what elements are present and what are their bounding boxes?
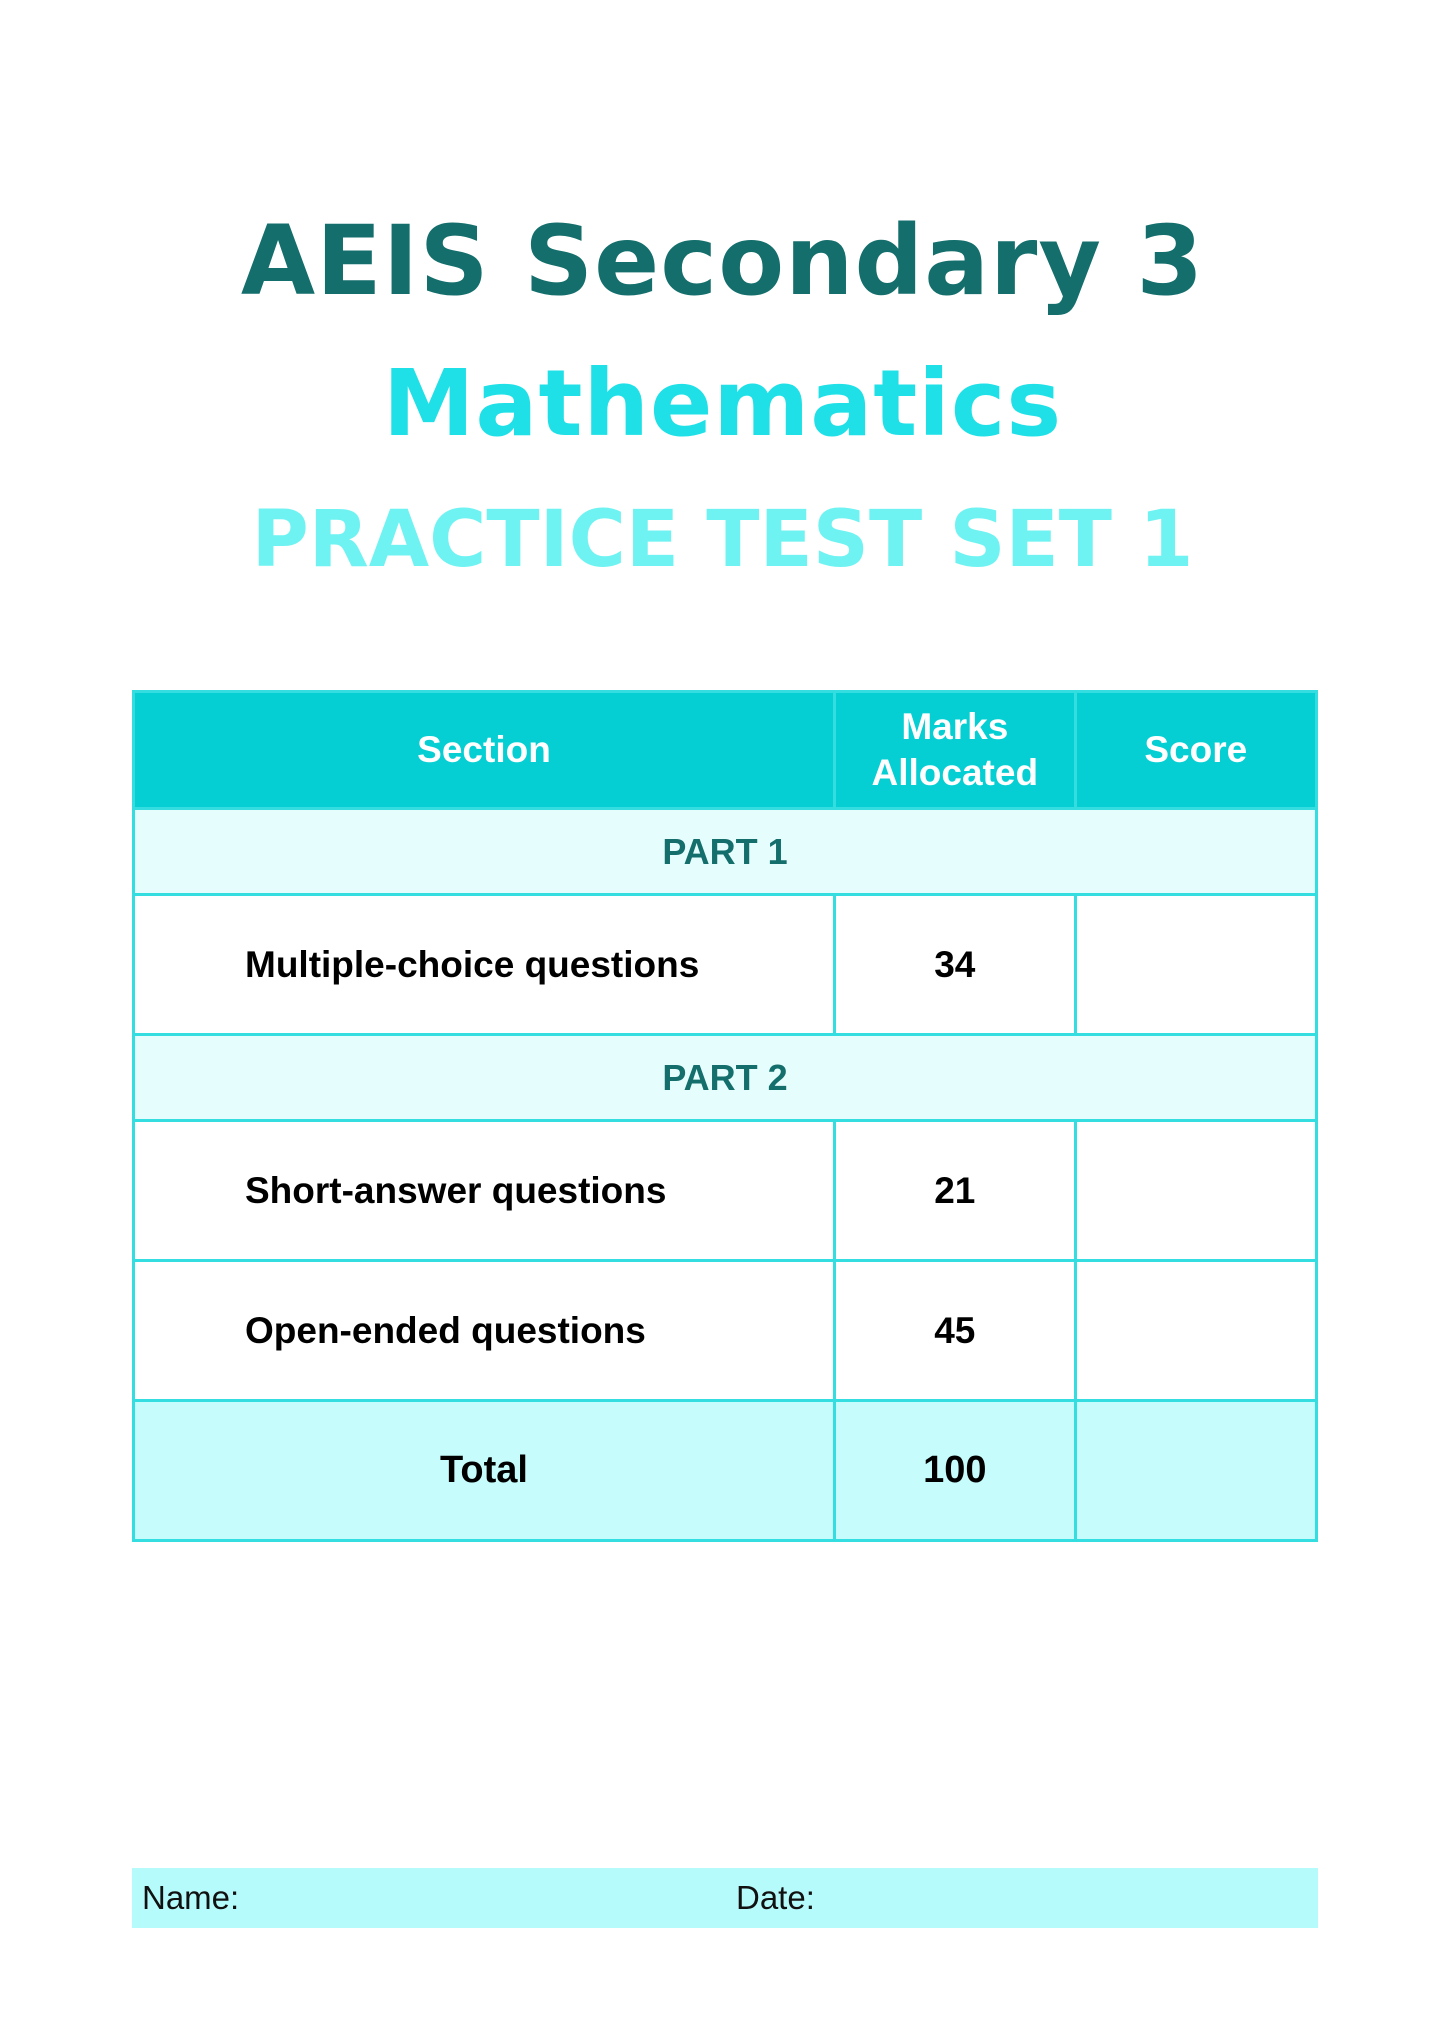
row-section-label: Multiple-choice questions bbox=[134, 895, 835, 1035]
page-title: AEIS Secondary 3 bbox=[240, 205, 1205, 317]
subject-title: Mathematics bbox=[382, 350, 1063, 457]
table-row bbox=[134, 895, 1317, 1035]
table-row bbox=[134, 1121, 1317, 1261]
header-marks-line2: Allocated bbox=[871, 752, 1039, 793]
total-row bbox=[134, 1401, 1317, 1541]
header-score: Score bbox=[1075, 692, 1316, 809]
practice-set-title: PRACTICE TEST SET 1 bbox=[251, 495, 1194, 585]
date-field-label[interactable]: Date: bbox=[736, 1879, 815, 1916]
total-score-cell[interactable] bbox=[1075, 1401, 1316, 1541]
row-score-cell[interactable] bbox=[1075, 895, 1316, 1035]
marks-table bbox=[132, 690, 1318, 1542]
name-date-bar bbox=[132, 1868, 1318, 1928]
row-score-cell[interactable] bbox=[1075, 1261, 1316, 1401]
header-section: Section bbox=[134, 692, 835, 809]
part-1-label: PART 1 bbox=[134, 809, 1317, 895]
row-section-label: Open-ended questions bbox=[134, 1261, 835, 1401]
name-field-label[interactable]: Name: bbox=[142, 1879, 240, 1916]
row-marks: 34 bbox=[834, 895, 1075, 1035]
row-section-label: Short-answer questions bbox=[134, 1121, 835, 1261]
part-2-label: PART 2 bbox=[134, 1035, 1317, 1121]
table-row bbox=[134, 1261, 1317, 1401]
row-marks: 45 bbox=[834, 1261, 1075, 1401]
table-header-row bbox=[134, 692, 1317, 809]
part-1-row bbox=[134, 809, 1317, 895]
total-label: Total bbox=[134, 1401, 835, 1541]
part-2-row bbox=[134, 1035, 1317, 1121]
total-marks: 100 bbox=[834, 1401, 1075, 1541]
header-marks-line1: Marks bbox=[901, 706, 1009, 747]
header-marks-allocated bbox=[834, 692, 1075, 809]
row-marks: 21 bbox=[834, 1121, 1075, 1261]
row-score-cell[interactable] bbox=[1075, 1121, 1316, 1261]
